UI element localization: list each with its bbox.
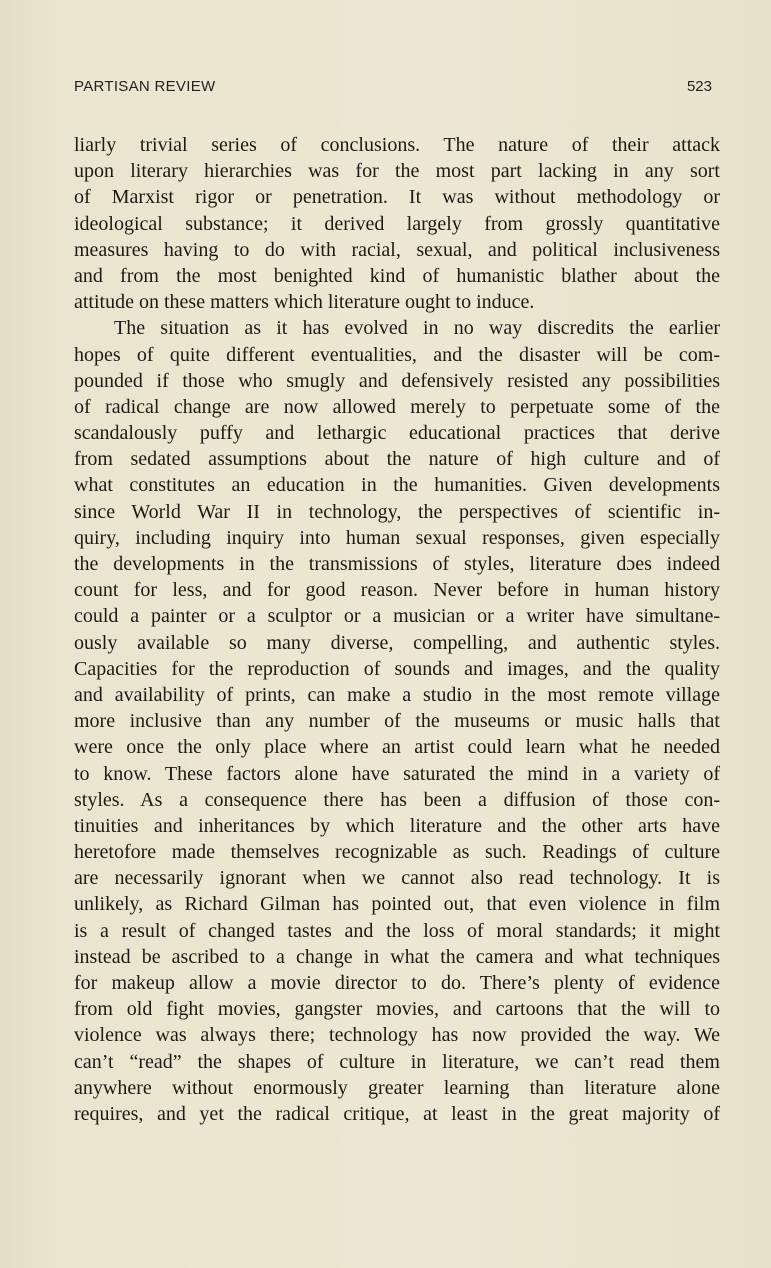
- text-line: anywhere without enormously greater learning than literature alone: [74, 1076, 720, 1099]
- text-line: were once the only place where an artist could learn what he needed: [74, 736, 720, 759]
- text-line: attitude on these matters which literature ought to induce.: [74, 291, 535, 314]
- text-line: are necessarily ignorant when we cannot also read technology. It is: [74, 867, 720, 890]
- page-number: 523: [686, 78, 712, 95]
- text-line: for makeup allow a movie director to do. There’s plenty of evidence: [74, 972, 720, 994]
- body-text: [74, 132, 720, 1127]
- text-line: hopes of quite different eventualities, and the disaster will be com-: [74, 343, 720, 366]
- text-line: more inclusive than any number of the museums or music halls that: [74, 710, 720, 733]
- text-line: and from the most benighted kind of humanistic blather about the: [74, 264, 720, 287]
- text-line: heretofore made themselves recognizable as such. Readings of culture: [74, 841, 720, 864]
- text-line: pounded if those who smugly and defensively resisted any possibilities: [74, 369, 720, 392]
- text-line: liarly trivial series of conclusions. The nature of their attack: [74, 134, 720, 156]
- text-line: the developments in the transmissions of styles, literature dɔes indeed: [74, 553, 720, 575]
- text-line: of Marxist rigor or penetration. It was without methodology or: [74, 186, 720, 209]
- text-line: what constitutes an education in the humanities. Given developments: [74, 474, 720, 497]
- text-line: could a painter or a sculptor or a musician or a writer have simultane-: [74, 605, 720, 628]
- text-line: violence was always there; technology has now provided the way. We: [74, 1024, 720, 1047]
- text-line: requires, and yet the radical critique, at least in the great majority of: [74, 1102, 720, 1125]
- text-line: from old fight movies, gangster movies, and cartoons that the will to: [74, 998, 720, 1021]
- text-line: instead be ascribed to a change in what the camera and what techniques: [74, 945, 720, 968]
- text-line: ously available so many diverse, compelling, and authentic styles.: [74, 631, 720, 654]
- text-line: styles. As a consequence there has been a diffusion of those con-: [74, 788, 720, 811]
- text-line: upon literary hierarchies was for the most part lacking in any sort: [74, 160, 720, 183]
- text-line: of radical change are now allowed merely to perpetuate some of the: [74, 395, 720, 418]
- journal-title: PARTISAN REVIEW: [74, 78, 216, 95]
- text-line: and availability of prints, can make a studio in the most remote village: [74, 683, 720, 706]
- text-line: measures having to do with racial, sexual, and political inclusiveness: [74, 238, 720, 261]
- text-line: since World War II in technology, the perspectives of scientific in-: [74, 500, 720, 523]
- text-line: scandalously puffy and lethargic educational practices that derive: [74, 422, 720, 445]
- text-line: count for less, and for good reason. Never before in human history: [74, 579, 720, 602]
- text-line: to know. These factors alone have saturated the mind in a variety of: [74, 762, 720, 785]
- text-line: can’t “read” the shapes of culture in literature, we can’t read them: [74, 1050, 720, 1073]
- text-line: Capacities for the reproduction of sounds and images, and the quality: [74, 657, 720, 680]
- text-line: quiry, including inquiry into human sexual responses, given especially: [74, 526, 720, 549]
- text-line: unlikely, as Richard Gilman has pointed out, that even violence in film: [74, 893, 720, 916]
- text-line: ideological substance; it derived largely from grossly quantitative: [74, 212, 720, 235]
- text-line: from sedated assumptions about the nature of high culture and of: [74, 448, 720, 471]
- text-line: The situation as it has evolved in no way discredits the earlier: [114, 317, 720, 340]
- text-line: is a result of changed tastes and the loss of moral standards; it might: [74, 919, 720, 942]
- text-line: tinuities and inheritances by which literature and the other arts have: [74, 814, 720, 837]
- running-header: [74, 78, 712, 100]
